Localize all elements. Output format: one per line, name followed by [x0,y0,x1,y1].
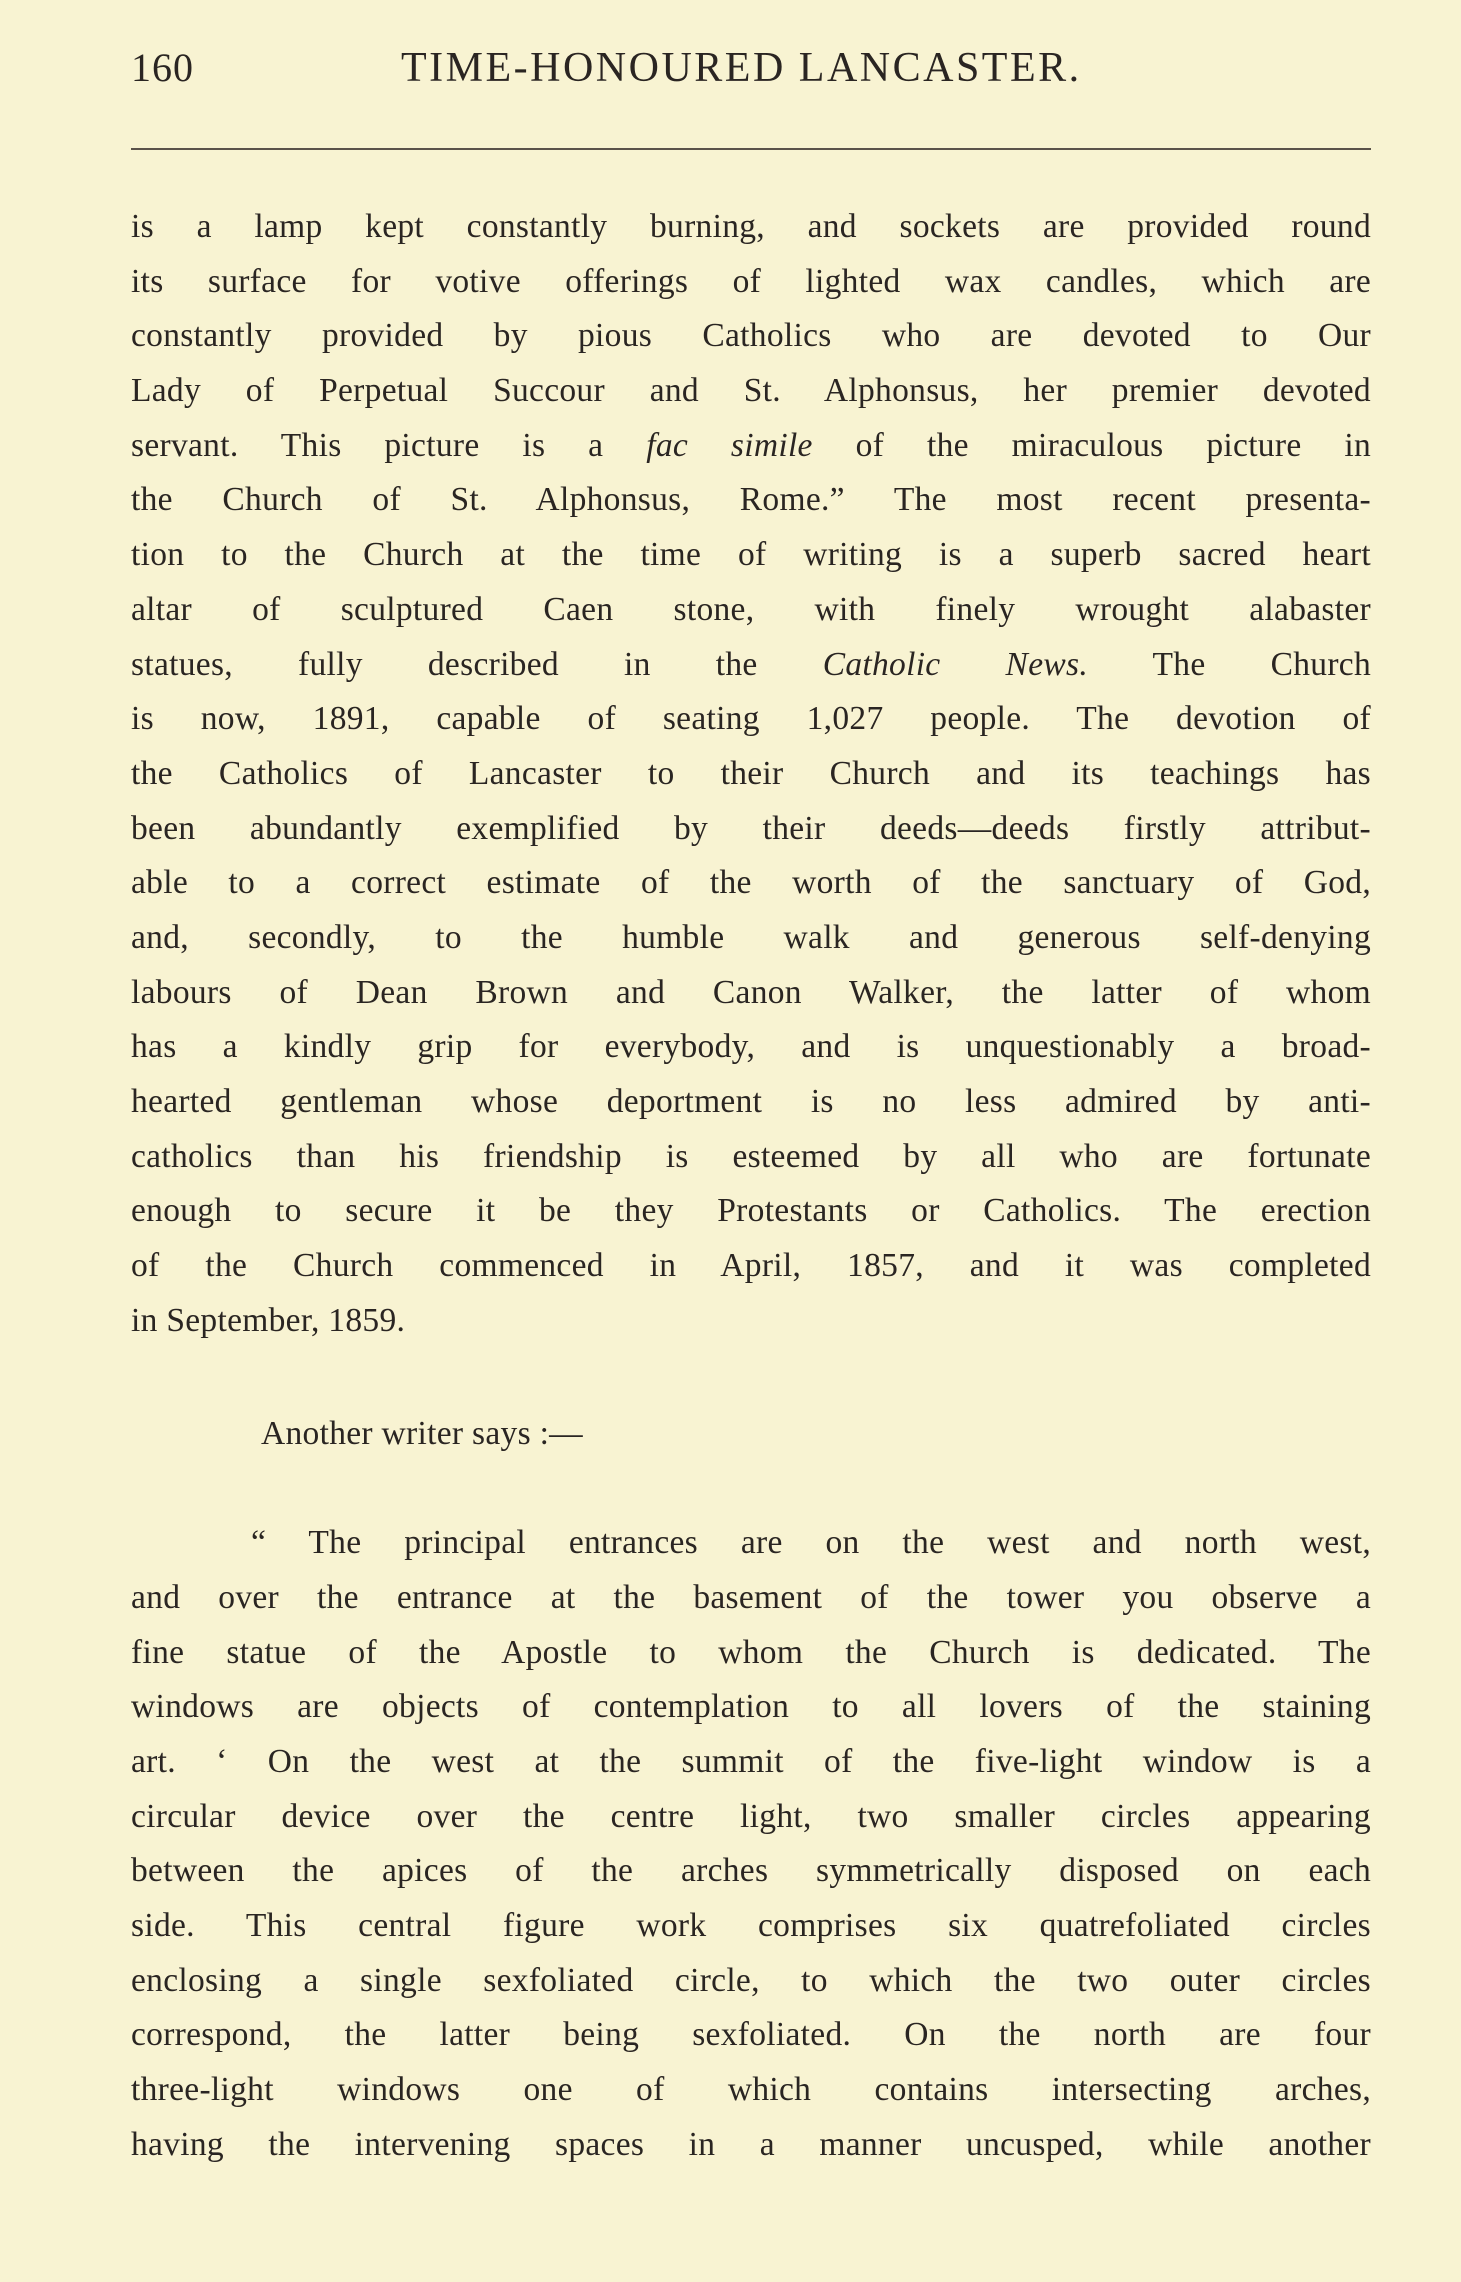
italic-title: Catholic News. [822,645,1089,683]
paragraph-gap [131,1348,1371,1407]
text-segment: The Church [1152,645,1371,683]
text-line: correspond, the latter being sexfoliated. On the north are four [131,2016,1371,2054]
text-line: and, secondly, to the humble walk and generous self-denying [131,918,1371,956]
page-number: 160 [131,45,194,90]
text-line: art. ‘ On the west at the summit of the five-light window is a [131,1742,1371,1780]
text-line: having the intervening spaces in a manner uncusped, while another [131,2125,1371,2163]
text-line: labours of Dean Brown and Canon Walker, the latter of whom [131,973,1371,1011]
text-line: its surface for votive offerings of lighted wax candles, which are [131,262,1371,300]
text-line: hearted gentleman whose deportment is no less admired by anti- [131,1083,1371,1120]
text-line: windows are objects of contemplation to all lovers of the staining [131,1688,1371,1726]
paragraph-gap [131,1462,1371,1516]
text-line: tion to the Church at the time of writing is a superb sacred heart [131,536,1371,574]
text-line: able to a correct estimate of the worth of the sanctuary of God, [131,864,1371,902]
body-text [131,200,1371,2172]
text-line: of the Church commenced in April, 1857, and it was completed [131,1247,1371,1285]
text-line [131,419,1371,474]
text-line [131,638,1371,693]
text-line: enclosing a single sexfoliated circle, to which the two outer circles [131,1961,1371,1999]
paragraph-quotation [131,1516,1371,2172]
text-line: the Church of St. Alphonsus, Rome.” The most recent presenta- [131,481,1371,519]
text-line: altar of sculptured Caen stone, with finely wrought alabaster [131,590,1371,628]
text-line: between the apices of the arches symmetrically disposed on each [131,1852,1371,1890]
text-line: Another writer says :— [261,1415,583,1453]
text-line: three-light windows one of which contains intersecting arches, [131,2071,1371,2108]
paragraph-intro [131,1407,1371,1462]
text-line: in September, 1859. [131,1301,406,1339]
text-line: side. This central figure work comprises six quatrefoliated circles [131,1906,1371,1944]
text-line: is now, 1891, capable of seating 1,027 people. The devotion of [131,700,1371,738]
text-line: circular device over the centre light, two smaller circles appearing [131,1797,1371,1835]
header-rule [131,148,1371,150]
text-line: enough to secure it be they Protestants or Catholics. The erection [131,1192,1371,1230]
italic-term: fac simile [646,426,813,464]
text-line: been abundantly exemplified by their deeds—deeds firstly attribut- [131,809,1371,847]
text-line: “ The principal entrances are on the west and north west, [251,1524,1371,1562]
text-line: constantly provided by pious Catholics who are devoted to Our [131,317,1371,355]
text-segment: of the miraculous picture in [855,426,1372,464]
text-segment: servant. This picture is a [131,426,604,464]
text-line: the Catholics of Lancaster to their Church and its teachings has [131,754,1371,792]
text-line: is a lamp kept constantly burning, and sockets are provided round [131,208,1371,245]
text-line: catholics than his friendship is esteemed by all who are fortunate [131,1137,1371,1175]
text-line: fine statue of the Apostle to whom the Church is dedicated. The [131,1633,1371,1671]
page-header [131,44,1371,104]
text-segment: statues, fully described in the [131,645,758,683]
text-line: and over the entrance at the basement of the tower you observe a [131,1578,1371,1616]
running-title: TIME-HONOURED LANCASTER. [401,45,1082,91]
paragraph-continuation [131,200,1371,1348]
text-line: Lady of Perpetual Succour and St. Alphonsus, her premier devoted [131,372,1371,410]
text-line: has a kindly grip for everybody, and is unquestionably a broad- [131,1028,1371,1066]
